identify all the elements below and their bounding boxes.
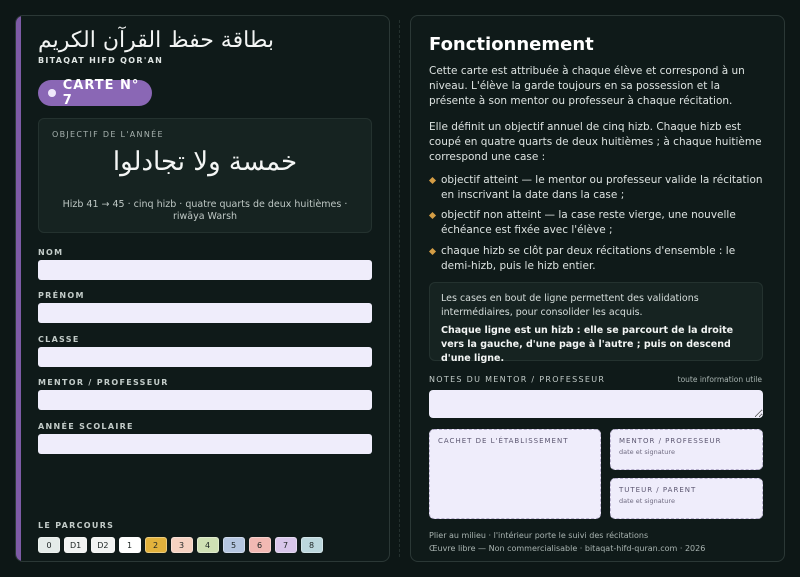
info-box [429,282,763,364]
parcours-chip: 2 [145,537,167,553]
bullet-item: objectif non atteint — la case reste vierge, une nouvelle échéance est fixée avec l'élève ; [429,208,764,238]
field-label-annee: ANNÉE SCOLAIRE [38,422,134,431]
info-bold-text: Chaque ligne est un hizb : elle se parcourt de la droite vers la gauche, d'une page à l'autre ; puis on descend d'une ligne. [441,325,734,364]
notes-label: NOTES DU MENTOR / PROFESSEUR [429,375,606,384]
objective-panel [38,118,372,233]
identity-card-front [15,15,390,562]
instructions-paragraph-2: Elle définit un objectif annuel de cinq hizb. Chaque hizb est coupé en quatre quarts de deux huitièmes ; à chaque huitième correspond une case : [429,121,762,163]
parcours-chip: D2 [91,537,114,553]
footer-fold-note: Plier au milieu · l'intérieur porte le suivi des récitations [429,531,649,540]
diamond-bullet-icon [429,248,436,255]
instructions-paragraph-1: Cette carte est attribuée à chaque élève et correspond à un niveau. L'élève la garde toujours en sa possession et la présente à son mentor ou professeur à chaque récitation. [429,65,745,107]
classe-field[interactable] [38,347,372,367]
notes-input[interactable] [429,390,763,418]
info-text: Les cases en bout de ligne permettent des validations intermédiaires, pour consolider les acquis. [441,293,699,318]
parcours-chip: 0 [38,537,60,553]
stamp-label: CACHET DE L'ÉTABLISSEMENT [438,437,569,445]
title-arabic: بطاقة حفظ القرآن الكريم [38,28,274,53]
objective-label: OBJECTIF DE L'ANNÉE [52,130,164,139]
tutor-signature-label: TUTEUR / PARENT [619,486,697,494]
field-label-prenom: PRÉNOM [38,291,85,300]
instructions-title: Fonctionnement [429,34,594,55]
card-number-badge [38,80,152,106]
parcours-chip: D1 [64,537,87,553]
parcours-chips [38,537,323,553]
parcours-chip: 4 [197,537,219,553]
annee-scolaire-field[interactable] [38,434,372,454]
instructions-card [410,15,785,562]
bullet-item: objectif atteint — le mentor ou professeur valide la récitation en inscrivant la date dans la case ; [429,173,764,203]
fold-line [399,20,400,557]
field-label-mentor: MENTOR / PROFESSEUR [38,378,169,387]
mentor-signature-label: MENTOR / PROFESSEUR [619,437,722,445]
diamond-bullet-icon [429,177,436,184]
notes-hint: toute information utile [677,375,762,384]
tutor-signature-box[interactable] [610,478,763,519]
bullet-item: chaque hizb se clôt par deux récitations d'ensemble : le demi-hizb, puis le hizb entier. [429,244,764,274]
objective-subtitle: Hizb 41 → 45 · cinq hizb · quatre quarts de deux huitièmes · riwāya Warsh [62,199,348,222]
parcours-chip: 6 [249,537,271,553]
mentor-field[interactable] [38,390,372,410]
parcours-chip: 3 [171,537,193,553]
accent-bar [16,16,21,561]
stamp-box[interactable] [429,429,601,519]
title-latin: BITAQAT HIFD QOR'AN [38,56,164,65]
prenom-field[interactable] [38,303,372,323]
mentor-signature-sub: date et signature [619,448,675,456]
parcours-chip: 1 [119,537,141,553]
parcours-chip: 7 [275,537,297,553]
card-number: CARTE N° 7 [62,78,140,108]
badge-dot-icon [48,89,56,97]
diamond-bullet-icon [429,212,436,219]
objective-arabic: خمسة ولا تجادلوا [112,147,298,177]
tutor-signature-sub: date et signature [619,497,675,505]
field-label-nom: NOM [38,248,64,257]
parcours-chip: 8 [301,537,323,553]
parcours-chip: 5 [223,537,245,553]
field-label-classe: CLASSE [38,335,80,344]
footer-license: Œuvre libre — Non commercialisable · bitaqat-hifd-quran.com · 2026 [429,544,706,553]
nom-field[interactable] [38,260,372,280]
parcours-label: LE PARCOURS [38,521,115,530]
mentor-signature-box[interactable] [610,429,763,470]
